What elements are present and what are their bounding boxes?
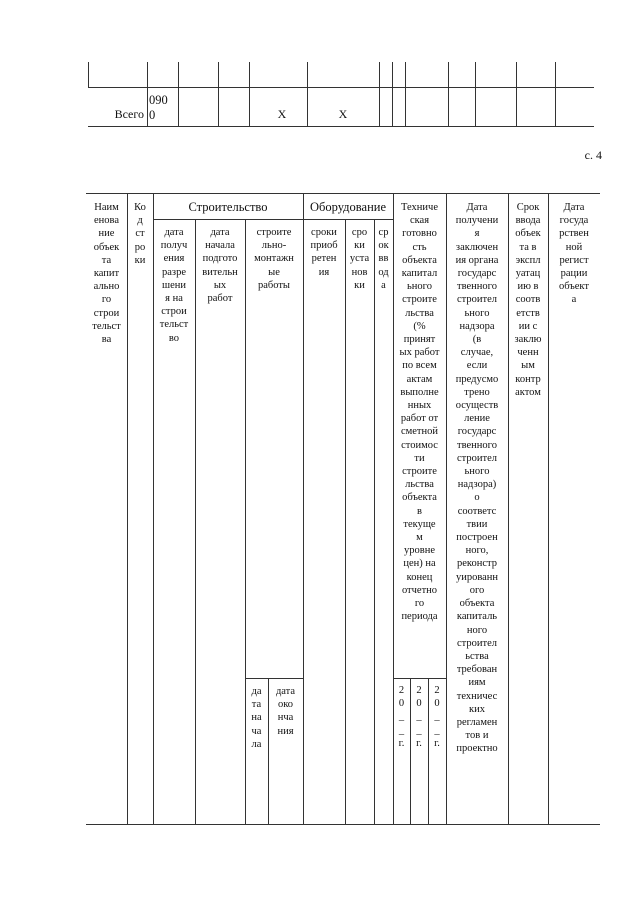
x-mark-1: X (277, 107, 287, 121)
top-table-col-line (218, 62, 219, 126)
top-table-row-divider (88, 87, 594, 88)
top-table-bottom-border (88, 126, 594, 127)
header-technical-readiness: Техниче ская готовно сть объекта капитал ьного строите льства (% принят ых работ по всем актам выполне нных работ от сметной стоимос ти строите льства объекта в текуще м уровне цен) на конец отчетно го периода (399, 202, 440, 623)
col-line (345, 219, 346, 824)
readiness-subdivider (393, 678, 446, 679)
top-table-col-line (405, 62, 406, 126)
row-code: 090 0 (149, 93, 168, 122)
header-commission-term: Срок ввода объек та в экспл уатац ию в соотв етств ии с заклю ченн ым контр актом (514, 202, 542, 398)
header-equipment-group: Оборудование (309, 200, 386, 214)
total-label: Всего (114, 107, 144, 121)
header-end-date: дата око нча ния (275, 686, 296, 737)
col-line (303, 193, 304, 824)
top-table-col-line (555, 62, 556, 126)
header-permit-date: дата получ ения разре шени я на строи тельст во (159, 227, 189, 344)
header-prep-works-start: дата начала подгото вительн ых работ (202, 227, 238, 305)
header-row-code: Ко д ст ро ки (134, 202, 146, 266)
header-cm-works: строите льно- монтажн ые работы (254, 227, 294, 291)
top-table-col-line (249, 62, 250, 126)
top-table-col-line (392, 62, 393, 126)
col-line (195, 219, 196, 824)
top-table-col-line (307, 62, 308, 126)
header-state-registration-date: Дата госуда рствен ной регист рации объект а (559, 202, 589, 306)
header-commission-terms: ср ок вв од а (378, 227, 389, 291)
table-bottom-border (86, 824, 600, 825)
top-table-col-line (516, 62, 517, 126)
year-cell-3: 2 0 _ _ г. (434, 685, 440, 749)
top-table-col-line (448, 62, 449, 126)
year-cell-1: 2 0 _ _ г. (398, 685, 405, 749)
col-line (127, 193, 128, 824)
construction-group-divider (153, 219, 303, 220)
year-cell-2: 2 0 _ _ г. (416, 685, 422, 749)
top-table-col-line (379, 62, 380, 126)
table-top-border (86, 193, 600, 194)
header-conclusion-date: Дата получени я заключен ия органа государс твенного строител ьного надзора (в случае, если предусмо трено осуществ ление государс твенного строител ьного надзора) о соответс твии построен ного, реконстр уированн ого объекта капиталь ного строител ьства требован иям техничес ких регламен тов и проектно (455, 202, 499, 755)
header-install-terms: сро ки уста нов ки (349, 227, 370, 291)
header-purchase-terms: сроки приоб ретен ия (310, 227, 338, 278)
top-table-col-line (475, 62, 476, 126)
header-construction-group: Строительство (188, 200, 268, 214)
page-number: с. 4 (584, 148, 602, 162)
cm-works-subdivider (245, 678, 303, 679)
top-table-left-border (88, 62, 89, 87)
x-mark-2: X (338, 107, 348, 121)
header-object-name: Наим енова ние объек та капит ально го строи тельст ва (92, 202, 121, 346)
col-line (374, 219, 375, 824)
equipment-group-divider (293, 219, 393, 220)
top-table-col-line (178, 62, 179, 126)
header-start-date: да та на ча ла (251, 686, 262, 750)
top-table-col-line (147, 62, 148, 126)
